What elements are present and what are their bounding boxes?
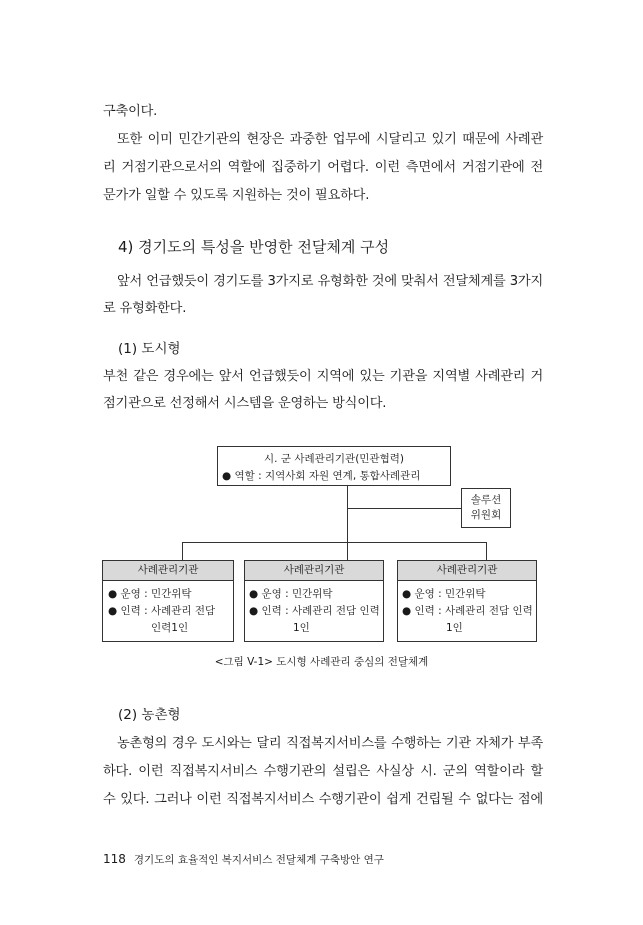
page-number: 118 <box>103 852 126 866</box>
section-heading: 4) 경기도의 특성을 반영한 전달체계 구성 <box>118 238 390 256</box>
text-line: 점기관으로 선정해서 시스템을 운영하는 방식이다. <box>103 396 387 411</box>
side-box-line: 솔루션 <box>470 494 502 506</box>
solution-committee-box <box>461 488 511 528</box>
agency-line: ● 인력 : 사례관리 전담 <box>108 605 216 617</box>
agency-line: 인력1인 <box>151 622 189 634</box>
page-footer <box>103 852 384 867</box>
text-line: 리 거점기관으로서의 역할에 집중하기 어렵다. 이런 측면에서 거점기관에 전 <box>103 160 543 175</box>
agency-line: 1인 <box>293 622 310 634</box>
subsection-heading: (2) 농촌형 <box>118 707 181 723</box>
connector-line <box>347 508 461 509</box>
text-line: 하다. 이런 직접복지서비스 수행기관의 설립은 사실상 시. 군의 역할이라 할 <box>103 764 543 779</box>
text-line: 또한 이미 민간기관의 현장은 과중한 업무에 시달리고 있기 때문에 사례관 <box>117 132 543 147</box>
connector-line <box>347 486 348 542</box>
agency-box <box>102 560 234 642</box>
agency-line: 1인 <box>446 622 463 634</box>
text-line: 앞서 언급했듯이 경기도를 3가지로 유형화한 것에 맞춰서 전달체계를 3가지 <box>117 274 543 289</box>
agency-line: ● 인력 : 사례관리 전담 인력 <box>249 605 380 617</box>
footer-title: 경기도의 효율적인 복지서비스 전달체계 구축방안 연구 <box>133 854 384 866</box>
top-box <box>217 446 451 486</box>
text-line: 수 있다. 그러나 이런 직접복지서비스 수행기관이 쉽게 건립될 수 없다는 점에 <box>103 792 543 807</box>
text-line: 부천 같은 경우에는 앞서 언급했듯이 지역에 있는 기관을 지역별 사례관리 거 <box>103 369 543 384</box>
text-line: 로 유형화한다. <box>103 301 187 316</box>
connector-line <box>182 542 486 543</box>
subsection-heading: (1) 도시형 <box>118 341 181 357</box>
connector-line <box>486 542 487 560</box>
top-box-title: 시. 군 사례관리기관(민관협력) <box>264 453 404 465</box>
top-box-role: ● 역할 : 지역사회 자원 연계, 통합사례관리 <box>222 470 421 482</box>
figure-caption: <그림 V-1> 도시형 사례관리 중심의 전달체계 <box>214 656 429 668</box>
text-line: 문가가 일할 수 있도록 지원하는 것이 필요하다. <box>103 188 370 203</box>
agency-line: ● 인력 : 사례관리 전담 인력 <box>402 605 533 617</box>
connector-line <box>182 542 183 560</box>
connector-line <box>347 542 348 560</box>
agency-line: ● 운영 : 민간위탁 <box>402 588 486 600</box>
agency-box <box>397 560 537 642</box>
agency-title: 사례관리기관 <box>245 561 383 581</box>
agency-title: 사례관리기관 <box>398 561 536 581</box>
agency-box <box>244 560 384 642</box>
side-box-line: 위원회 <box>470 509 502 521</box>
agency-line: ● 운영 : 민간위탁 <box>249 588 333 600</box>
agency-line: ● 운영 : 민간위탁 <box>108 588 192 600</box>
text-line: 농촌형의 경우 도시와는 달리 직접복지서비스를 수행하는 기관 자체가 부족 <box>117 736 543 751</box>
text-line: 구축이다. <box>103 104 158 119</box>
agency-title: 사례관리기관 <box>103 561 233 581</box>
